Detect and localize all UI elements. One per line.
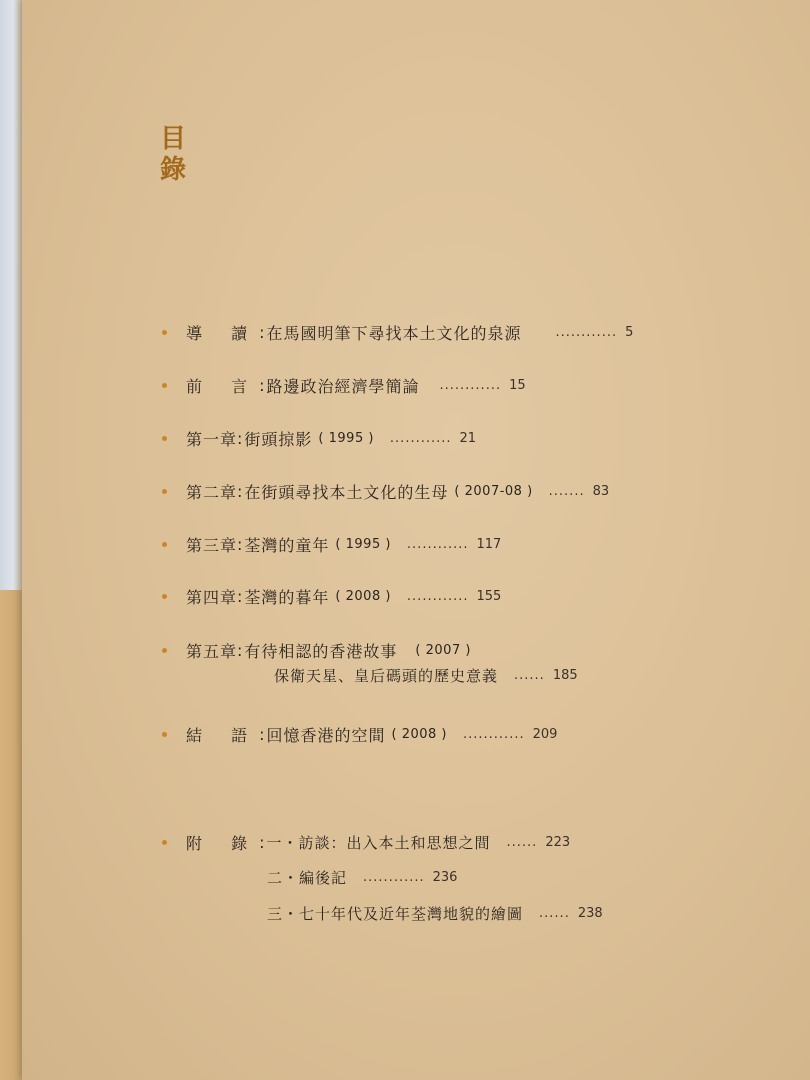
entry-title: 編後記 [299,868,348,887]
entry-label: 第二章 [186,482,238,502]
page-title [156,124,190,186]
page-number: 236 [432,869,458,885]
leader-dots: ............ [555,324,618,340]
bullet-icon [162,542,167,547]
toc-entry-chapter-5[interactable] [162,638,471,662]
page-number: 83 [592,483,610,499]
toc-entry-chapter-3[interactable] [162,532,501,556]
bullet-icon [162,732,167,737]
page-number: 223 [545,834,571,850]
entry-label: 導 讀 [186,323,260,343]
adjacent-page-edge [0,0,24,1080]
colon: : [259,375,265,395]
title-char-2: 錄 [159,155,186,185]
colon: : [237,586,243,606]
page-number: 155 [476,588,502,604]
entry-label: 附 錄 [186,833,260,853]
colon: : [237,640,243,660]
colon: : [237,534,243,554]
colon: : [259,832,265,852]
entry-label: 第一章 [186,429,238,449]
leader-dots: ............ [363,869,425,885]
toc-entry-preface[interactable] [162,373,526,397]
page-number: 209 [532,726,558,742]
toc-entry-chapter-5-subtitle[interactable] [274,664,578,686]
entry-year: ( 2007-08 ) [454,483,533,499]
leader-dots: ............ [389,430,452,446]
toc-entry-conclusion[interactable] [162,722,557,746]
leader-dots: ............ [406,536,469,552]
entry-title: 街頭掠影 [244,429,313,449]
page-number: 5 [625,324,634,340]
leader-dots: ...... [539,905,570,921]
page-number: 185 [552,667,578,683]
toc-entry-appendix-3[interactable] [267,902,603,924]
page-number: 15 [509,377,526,393]
bullet-icon [162,840,167,845]
page-number: 21 [459,430,477,446]
appendix-item-number: 二・ [267,868,300,887]
entry-label: 結 語 [186,725,260,745]
colon: : [237,481,243,501]
leader-dots: ...... [514,667,545,683]
bullet-icon [162,330,167,335]
title-char-1: 目 [159,124,186,154]
bullet-icon [162,489,167,494]
leader-dots: ...... [506,834,538,850]
toc-entry-chapter-2[interactable] [162,479,609,503]
colon: : [237,428,243,448]
page-number: 117 [476,536,502,552]
entry-title: 在街頭尋找本土文化的生母 [244,482,449,502]
entry-year: ( 1995 ) [335,536,391,552]
entry-title: 荃灣的童年 [244,535,330,555]
page-number: 238 [577,905,603,921]
entry-label: 第三章 [186,535,238,555]
appendix-item-number: 三・ [267,904,300,923]
toc-entry-chapter-1[interactable] [162,426,476,450]
entry-title: 回憶香港的空間 [266,725,386,745]
entry-title: 有待相認的香港故事 [244,641,398,661]
entry-title: 路邊政治經濟學簡論 [266,376,420,396]
colon: : [259,322,265,342]
leader-dots: ............ [406,588,469,604]
leader-dots: ............ [439,377,502,393]
entry-label: 第五章 [186,641,238,661]
toc-entry-chapter-4[interactable] [162,584,501,608]
bullet-icon [162,594,167,599]
entry-title: 在馬國明筆下尋找本土文化的泉源 [266,323,522,343]
entry-year: ( 2008 ) [335,588,391,604]
entry-label: 第四章 [186,587,238,607]
entry-title: 訪談：出入本土和思想之間 [298,833,491,852]
book-page [22,0,810,1080]
entry-title: 荃灣的暮年 [244,587,330,607]
entry-year: ( 1995 ) [318,430,374,446]
entry-year: ( 2007 ) [415,642,471,658]
toc-entry-appendix-1[interactable] [162,830,570,854]
toc-entry-intro[interactable] [162,320,633,344]
leader-dots: ............ [463,726,525,742]
bullet-icon [162,648,167,653]
bullet-icon [162,436,167,441]
underlying-page [0,590,24,1080]
appendix-item-number: 一・ [266,833,299,852]
leader-dots: ....... [548,483,585,499]
entry-subtitle: 保衛天星、皇后碼頭的歷史意義 [274,666,499,685]
toc-entry-appendix-2[interactable] [267,866,457,888]
entry-label: 前 言 [186,376,260,396]
bullet-icon [162,383,167,388]
colon: : [259,724,265,744]
entry-title: 七十年代及近年荃灣地貌的繪圖 [299,904,524,923]
entry-year: ( 2008 ) [391,726,447,742]
